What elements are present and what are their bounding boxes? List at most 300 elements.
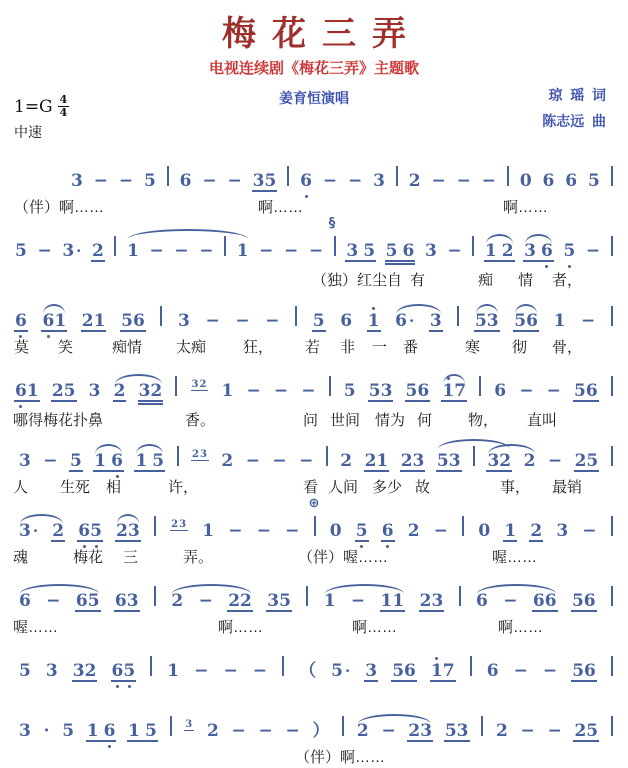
notes-row <box>14 290 614 332</box>
note-token: 3 <box>424 241 437 261</box>
note-token: 3 2 <box>72 661 97 681</box>
note-token: 2 <box>340 451 353 471</box>
lyric-segment: 狂， <box>243 339 274 356</box>
note-token: 3 6 <box>523 243 554 262</box>
barline <box>610 586 614 606</box>
note-token: − <box>284 241 299 261</box>
note-token: 3 · <box>19 521 39 541</box>
lyric-segment: 番 <box>403 339 419 356</box>
slur-arc <box>477 584 556 594</box>
note-token: − <box>582 521 597 541</box>
barline <box>113 236 117 256</box>
note-token: − <box>246 381 261 401</box>
note-token: 1 <box>367 313 381 332</box>
lyric-segment: 三 <box>123 549 139 566</box>
note-token: 5 <box>70 451 82 471</box>
barline <box>328 216 337 256</box>
lyric-segment: 情为 <box>375 412 406 429</box>
note-token: 5 6 <box>392 661 416 681</box>
lyrics-row <box>0 336 628 358</box>
barline <box>478 376 482 396</box>
note-token: 3 5 <box>346 241 376 261</box>
note-token: − <box>547 451 563 471</box>
note-token: 1 6 <box>93 453 124 472</box>
note-token: − <box>542 661 558 681</box>
note-token: 6 <box>340 311 353 331</box>
lyric-segment: 啊…… <box>258 199 304 216</box>
lyric-segment: 人 <box>13 479 29 496</box>
note-token: 2 <box>171 591 184 611</box>
score <box>0 150 628 766</box>
barline <box>472 446 476 466</box>
note-token: 2 <box>206 721 219 741</box>
segno-icon: § <box>328 216 336 231</box>
note-token: 5 <box>343 381 356 401</box>
barline <box>506 166 510 186</box>
lyric-segment: 痴情 <box>112 339 143 356</box>
note-token: 5 6 <box>574 381 598 401</box>
song-title: 梅花三弄 <box>222 14 422 54</box>
grace-notes: 3 <box>185 719 194 730</box>
note-token: 2 3 <box>419 591 444 611</box>
time-signature-bottom: 4 <box>59 106 68 120</box>
note-token: 3 <box>556 521 569 541</box>
lyrics-row <box>0 269 628 291</box>
note-token: 6 <box>494 381 507 401</box>
note-token: − <box>174 241 189 261</box>
note-token: 2 <box>92 241 104 261</box>
note-token: 5 6 <box>572 661 596 681</box>
note-token: 3 <box>365 661 378 681</box>
note-token: 5 · <box>331 661 351 681</box>
barline <box>166 166 170 186</box>
note-token: − <box>118 171 134 191</box>
song-subtitle: 电视连续剧《梅花三弄》主题歌 <box>208 60 419 77</box>
note-token: 3 <box>373 171 385 191</box>
header <box>0 0 628 150</box>
note-token: 5 <box>62 721 75 741</box>
note-token: 2 <box>113 381 126 401</box>
note-token: 3 <box>178 311 190 331</box>
note-token: 0 <box>478 521 491 541</box>
lyric-segment: 物， <box>468 412 499 429</box>
barline <box>159 306 163 326</box>
barline <box>458 586 462 606</box>
note-token: 5 <box>19 661 31 681</box>
note-token: 3 2 <box>487 451 512 471</box>
note-token: 5 6 <box>121 311 145 331</box>
note-token: 6 <box>19 591 31 611</box>
note-token: 5 6 <box>405 381 430 401</box>
note-token: − <box>585 241 601 261</box>
note-token: − <box>37 241 52 261</box>
music-line <box>0 640 628 700</box>
note-token: − <box>256 521 271 541</box>
note-token: 2 <box>221 451 234 471</box>
note-token: 3 <box>45 661 58 681</box>
duration-dot: · <box>32 522 39 540</box>
note-token: − <box>199 241 214 261</box>
note-token: 3 5 <box>267 591 291 611</box>
lyric-segment: 相 <box>106 479 122 496</box>
note-token: − <box>194 661 209 681</box>
note-token: − <box>149 241 164 261</box>
lyric-segment: 问 <box>303 412 319 429</box>
note-token: − <box>456 171 471 191</box>
time-signature-top: 4 <box>59 93 68 106</box>
note-token: 6 <box>14 313 28 332</box>
note-token: 1 6 <box>86 723 117 742</box>
lyric-segment: 者， <box>552 272 583 289</box>
lyric-segment: 情 <box>518 272 534 289</box>
lyrics-row <box>0 546 628 568</box>
note-token: 1 2 <box>484 241 514 261</box>
note-token: − <box>259 241 274 261</box>
note-token: 1 <box>553 311 566 331</box>
lyric-segment: 痴 <box>478 272 494 289</box>
barline <box>461 516 465 536</box>
note-token: − <box>546 381 561 401</box>
note-token: 6 6 <box>532 591 557 611</box>
slur-arc <box>396 304 441 314</box>
notes-row <box>14 640 614 682</box>
note-token: − <box>433 521 449 541</box>
note-token: 0 <box>519 171 532 191</box>
barline <box>610 516 614 536</box>
lyric-segment: 啊…… <box>218 619 264 636</box>
lyric-segment: 看 <box>303 479 319 496</box>
note-token: 2 <box>52 521 65 541</box>
lyric-segment: 非 <box>340 339 356 356</box>
note-token: 6 <box>476 591 488 611</box>
note-token: − <box>235 311 250 331</box>
key-signature <box>14 94 69 119</box>
note-token: 2 <box>495 721 508 741</box>
barline <box>176 446 180 466</box>
note-token: 5 3 <box>474 311 499 331</box>
barline <box>456 306 460 326</box>
note-token: − <box>547 721 562 741</box>
duration-dot: · <box>76 242 82 260</box>
note-token: − <box>223 661 238 681</box>
key-label: 1=G <box>14 96 53 117</box>
note-token: − <box>258 721 273 741</box>
duration-dot: · <box>345 662 351 680</box>
note-token: 5 <box>15 241 27 261</box>
octave-dot-below <box>568 265 571 268</box>
note-token: 1 <box>236 241 249 261</box>
barline <box>153 586 157 606</box>
note-token: − <box>581 311 596 331</box>
slur-arc <box>358 714 431 724</box>
barline <box>480 716 484 736</box>
lyric-segment: 啊…… <box>503 199 549 216</box>
note-token: 5 <box>312 311 325 331</box>
note-token: − <box>447 241 462 261</box>
note-token: − <box>227 171 242 191</box>
note-token: 6 1 <box>14 383 40 402</box>
note-token: 2 <box>530 521 543 541</box>
note-token: − <box>202 171 217 191</box>
lyric-segment: 啊…… <box>352 619 398 636</box>
slur-arc <box>117 514 139 524</box>
slur-arc <box>20 584 99 594</box>
barline <box>153 516 157 536</box>
note-token: − <box>43 451 58 471</box>
note-token: 1 <box>127 241 139 261</box>
barline <box>610 376 614 396</box>
octave-dot-below <box>545 265 548 268</box>
lyrics-row <box>0 409 628 431</box>
note-token: 2 1 <box>81 311 106 331</box>
barline <box>610 656 614 676</box>
lyricist-credit: 琼 瑶 词 <box>548 87 606 103</box>
note-token: 5 <box>144 171 156 191</box>
lyric-segment: 彻 <box>512 339 528 356</box>
note-token: − <box>519 381 534 401</box>
lyric-segment: 何 <box>417 412 433 429</box>
lyrics-row <box>0 616 628 638</box>
lyric-segment: 生死 <box>60 479 91 496</box>
note-token: 2 <box>523 451 536 471</box>
barline <box>305 586 309 606</box>
note-token: − <box>228 521 243 541</box>
duration-dot: · <box>409 312 415 330</box>
note-token: 5 6 <box>571 591 596 611</box>
lyric-segment: 莫 <box>14 339 30 356</box>
grace-notes: 32 <box>191 379 208 390</box>
barline <box>281 656 285 676</box>
lyric-segment: 故 <box>415 479 431 496</box>
note-token: （ <box>299 661 317 681</box>
note-token: · <box>43 721 50 741</box>
note-token: − <box>481 171 497 191</box>
slur-arc <box>128 229 248 239</box>
barline <box>328 376 332 396</box>
note-token: − <box>431 171 446 191</box>
note-token: 3 <box>71 171 83 191</box>
note-token: 5 3 <box>436 451 461 471</box>
note-token: 6 <box>381 523 395 542</box>
note-token: − <box>520 721 535 741</box>
music-line <box>0 290 628 360</box>
barline <box>174 376 178 396</box>
lyric-segment: 有 <box>410 272 426 289</box>
note-token: 0 <box>329 521 342 541</box>
note-token: 2 5 <box>51 381 76 401</box>
music-line <box>0 360 628 430</box>
note-token: 1 7 <box>430 663 456 682</box>
lyric-segment: 若 <box>305 339 321 356</box>
barline <box>286 166 290 186</box>
lyric-segment: 骨， <box>552 339 583 356</box>
slur-arc <box>325 584 404 594</box>
notes-row <box>14 430 614 472</box>
lyric-segment: 喔…… <box>13 619 59 636</box>
note-token: − <box>381 721 396 741</box>
lyric-segment: 太痴 <box>176 339 207 356</box>
barline <box>169 716 173 736</box>
note-token: 5 6 <box>385 243 416 265</box>
octave-dot-below <box>19 405 22 408</box>
note-token: − <box>231 721 246 741</box>
note-token: 6 · <box>395 311 415 331</box>
slur-arc <box>136 444 163 454</box>
note-token: 3 <box>19 451 31 471</box>
note-token: − <box>252 661 268 681</box>
note-token: 1 <box>323 591 336 611</box>
note-token: − <box>245 451 260 471</box>
lyric-segment: 啊…… <box>498 619 544 636</box>
music-line <box>0 150 628 220</box>
note-token: 5 <box>562 243 576 260</box>
lyric-segment: 梅花 <box>73 549 104 566</box>
note-token: 6 5 <box>77 523 103 542</box>
note-token: 1 5 <box>128 721 157 741</box>
note-token: 5 <box>355 523 369 542</box>
slur-arc <box>43 304 65 314</box>
note-token: 3 <box>19 721 31 741</box>
slur-arc <box>172 584 251 594</box>
lyric-segment: 弄。 <box>183 549 214 566</box>
note-token: − <box>350 591 366 611</box>
note-token: 2 5 <box>574 721 599 741</box>
barline <box>325 446 329 466</box>
note-token: 3 <box>429 311 442 331</box>
note-token: 6 3 <box>114 591 139 611</box>
lyric-segment: （伴）啊…… <box>14 199 105 216</box>
note-token: − <box>513 661 528 681</box>
lyric-segment: 最销 <box>552 479 583 496</box>
note-token: 2 5 <box>574 451 599 471</box>
slur-arc <box>488 444 535 454</box>
lyric-segment: 笑 <box>58 339 74 356</box>
lyric-segment: 世间 <box>330 412 361 429</box>
note-token: − <box>285 521 300 541</box>
barline <box>294 306 298 326</box>
note-token: 1 7 <box>441 383 467 402</box>
notes-row <box>14 150 614 192</box>
lyric-segment: 哪得梅花扑鼻 <box>13 412 104 429</box>
note-token: ） <box>312 721 330 741</box>
lyric-segment: 魂 <box>13 549 29 566</box>
barline <box>469 656 473 676</box>
octave-dot-above <box>435 657 438 660</box>
lyrics-row <box>0 476 628 498</box>
note-token: − <box>299 451 314 471</box>
barline <box>341 716 345 736</box>
note-token: 2 <box>408 171 421 191</box>
lyric-segment: （独）红尘自 <box>312 272 403 289</box>
slur-arc <box>476 304 498 314</box>
note-token: 1 <box>504 521 517 541</box>
barline <box>223 236 227 256</box>
time-signature <box>58 94 70 119</box>
octave-dot-above <box>372 307 375 310</box>
performer-line: 姜育恒演唱 <box>279 90 349 106</box>
note-token: − <box>348 171 363 191</box>
lyrics-row <box>0 746 628 768</box>
notes-row <box>14 360 614 405</box>
note-token: 2 <box>356 721 369 741</box>
barline <box>610 236 614 256</box>
lyric-segment: 许， <box>168 479 199 496</box>
note-token: 6 <box>486 661 499 681</box>
barline <box>610 166 614 186</box>
lyric-segment: 一 <box>372 339 388 356</box>
note-token: − <box>301 381 316 401</box>
notes-row <box>14 496 614 542</box>
note-token: 3 5 <box>252 171 277 191</box>
music-line <box>0 430 628 500</box>
note-token: 1 <box>202 521 215 541</box>
barline <box>610 306 614 326</box>
note-token: 6 5 <box>111 663 137 682</box>
lyric-segment: 人间 <box>328 479 359 496</box>
composer-credit: 陈志远 曲 <box>542 113 606 129</box>
note-token: 3 2 <box>138 383 164 405</box>
note-token: 6 <box>565 171 578 191</box>
note-token: 5 <box>588 171 600 191</box>
lyric-segment: （伴）喔…… <box>298 549 389 566</box>
note-token: − <box>273 381 289 401</box>
note-token: 1 1 <box>380 591 405 611</box>
note-token: − <box>503 591 518 611</box>
barline <box>308 496 320 536</box>
note-token: 1 <box>221 381 234 401</box>
barline <box>610 446 614 466</box>
note-token: − <box>308 241 324 261</box>
note-token: 6 <box>179 171 192 191</box>
notes-row <box>14 570 614 612</box>
lyric-segment: 多少 <box>372 479 403 496</box>
music-line <box>0 570 628 640</box>
slur-arc <box>515 304 537 314</box>
note-token: 3 · <box>62 241 82 261</box>
grace-notes: 23 <box>171 519 188 530</box>
note-token: 2 1 <box>364 451 389 471</box>
note-token: 5 3 <box>444 721 469 741</box>
notes-row <box>14 700 614 742</box>
barline <box>395 166 399 186</box>
notes-row <box>14 216 614 265</box>
note-token: 5 3 <box>368 381 393 401</box>
note-token: − <box>46 591 61 611</box>
barline <box>610 716 614 736</box>
note-token: 2 3 <box>408 721 433 741</box>
note-token: − <box>322 171 338 191</box>
note-token: 2 2 <box>228 591 252 611</box>
note-token: 5 6 <box>514 311 538 331</box>
note-token: 2 3 <box>400 451 425 471</box>
note-token: 2 3 <box>116 521 140 541</box>
note-token: 1 <box>167 661 180 681</box>
music-line <box>0 700 628 766</box>
note-token: 6 <box>299 173 313 190</box>
note-token: 2 <box>407 521 420 541</box>
slur-arc <box>486 234 513 244</box>
note-token: 6 <box>542 171 555 191</box>
note-token: 6 5 <box>75 591 100 611</box>
lyrics-row <box>0 196 628 218</box>
tempo-marking: 中速 <box>14 124 42 140</box>
note-token: − <box>93 171 108 191</box>
lyric-segment: （伴）啊…… <box>295 749 386 766</box>
note-token: 6 1 <box>41 313 67 332</box>
slur-arc <box>443 374 465 384</box>
lyric-segment: 喔…… <box>492 549 538 566</box>
lyric-segment: 香。 <box>185 412 216 429</box>
